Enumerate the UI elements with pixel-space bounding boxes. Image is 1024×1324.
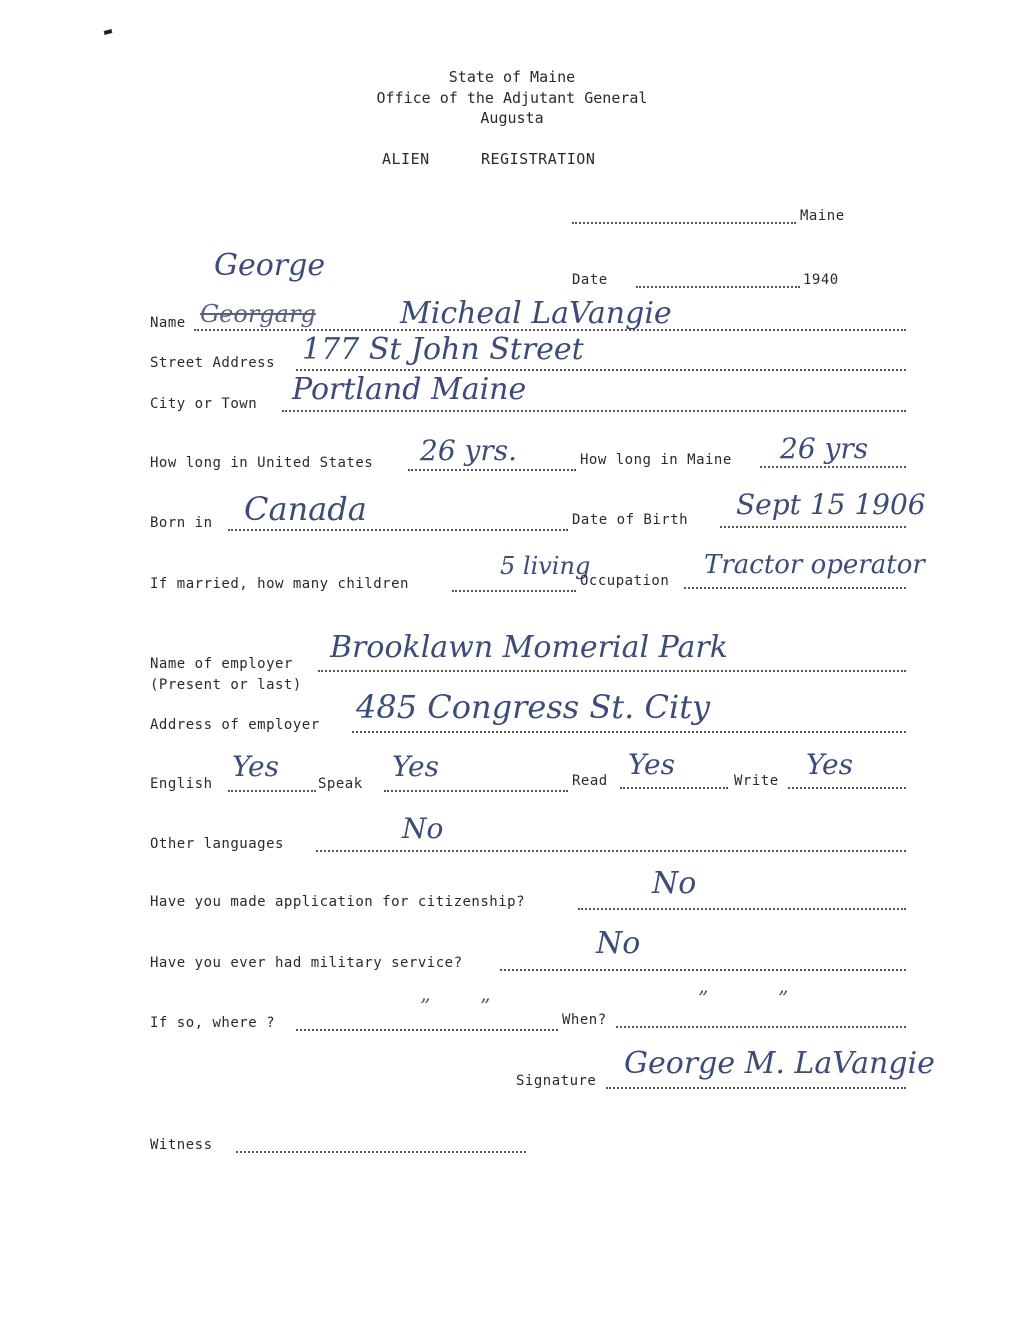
write-label: Write	[734, 773, 779, 789]
english-dots	[228, 790, 316, 792]
how-long-us-entry: 26 yrs.	[420, 434, 518, 467]
how-long-maine-dots	[760, 466, 906, 468]
military-entry: No	[596, 926, 641, 961]
children-label: If married, how many children	[150, 576, 409, 592]
date-dots	[636, 286, 800, 288]
when-ditto-2: ”	[778, 986, 789, 1010]
occupation-entry: Tractor operator	[704, 550, 925, 580]
how-long-us-dots	[408, 469, 576, 471]
when-dots	[616, 1026, 906, 1028]
children-dots	[452, 590, 576, 592]
place-suffix-label: Maine	[800, 208, 845, 224]
if-so-where-label: If so, where ?	[150, 1015, 276, 1031]
street-address-label: Street Address	[150, 355, 276, 371]
read-label: Read	[572, 773, 608, 789]
scan-mark	[104, 29, 113, 35]
city-label: City or Town	[150, 396, 258, 412]
signature-label: Signature	[516, 1073, 597, 1089]
born-in-dots	[228, 529, 568, 531]
citizenship-dots	[578, 908, 906, 910]
how-long-maine-entry: 26 yrs	[780, 432, 869, 465]
date-of-birth-dots	[720, 526, 906, 528]
form-title-registration: REGISTRATION	[481, 150, 596, 168]
citizenship-entry: No	[652, 866, 697, 901]
born-in-entry: Canada	[244, 490, 367, 528]
english-label: English	[150, 776, 213, 792]
date-of-birth-entry: Sept 15 1906	[736, 488, 926, 521]
employer-address-dots	[352, 731, 906, 733]
city-entry: Portland Maine	[292, 372, 527, 407]
name-correction-entry: George	[214, 248, 326, 283]
street-address-dots	[296, 369, 906, 371]
read-entry: Yes	[628, 748, 675, 781]
witness-dots	[236, 1151, 526, 1153]
place-dots	[572, 222, 796, 224]
other-languages-label: Other languages	[150, 836, 284, 852]
when-ditto-1: ”	[698, 986, 709, 1010]
where-ditto-2: ”	[480, 994, 491, 1018]
citizenship-label: Have you made application for citizenship?	[150, 894, 526, 910]
form-title-alien: ALIEN	[382, 150, 430, 168]
military-dots	[500, 969, 906, 971]
write-dots	[788, 787, 906, 789]
date-label: Date	[572, 272, 608, 288]
military-label: Have you ever had military service?	[150, 955, 463, 971]
year-label: 1940	[803, 272, 839, 288]
how-long-maine-label: How long in Maine	[580, 452, 732, 468]
children-entry: 5 living	[500, 552, 591, 580]
witness-label: Witness	[150, 1137, 213, 1153]
street-address-entry: 177 St John Street	[302, 332, 584, 367]
header-office: Office of the Adjutant General	[376, 89, 648, 107]
when-label: When?	[562, 1012, 607, 1028]
other-languages-entry: No	[402, 812, 444, 845]
date-of-birth-label: Date of Birth	[572, 512, 689, 528]
speak-dots	[384, 790, 568, 792]
header-state: State of Maine	[448, 68, 576, 86]
header-city: Augusta	[480, 109, 544, 127]
name-entry: Micheal LaVangie	[400, 296, 672, 331]
name-struck-entry: Georgarg	[200, 300, 316, 328]
name-label: Name	[150, 315, 186, 331]
speak-label: Speak	[318, 776, 363, 792]
how-long-us-label: How long in United States	[150, 455, 374, 471]
other-languages-dots	[316, 850, 906, 852]
signature-dots	[606, 1087, 906, 1089]
employer-address-label: Address of employer	[150, 717, 320, 733]
employer-dots	[318, 670, 906, 672]
speak-entry: Yes	[392, 750, 439, 783]
occupation-label: Occupation	[580, 573, 670, 589]
where-dots	[296, 1029, 558, 1031]
where-ditto-1: ”	[420, 994, 431, 1018]
employer-label: Name of employer	[150, 656, 293, 672]
read-dots	[620, 787, 728, 789]
employer-address-entry: 485 Congress St. City	[356, 688, 711, 726]
present-or-last-label: (Present or last)	[150, 677, 302, 693]
employer-entry: Brooklawn Momerial Park	[330, 630, 728, 665]
write-entry: Yes	[806, 748, 853, 781]
city-dots	[282, 410, 906, 412]
english-entry: Yes	[232, 750, 279, 783]
occupation-dots	[684, 587, 906, 589]
born-in-label: Born in	[150, 515, 213, 531]
signature-entry: George M. LaVangie	[624, 1046, 935, 1081]
